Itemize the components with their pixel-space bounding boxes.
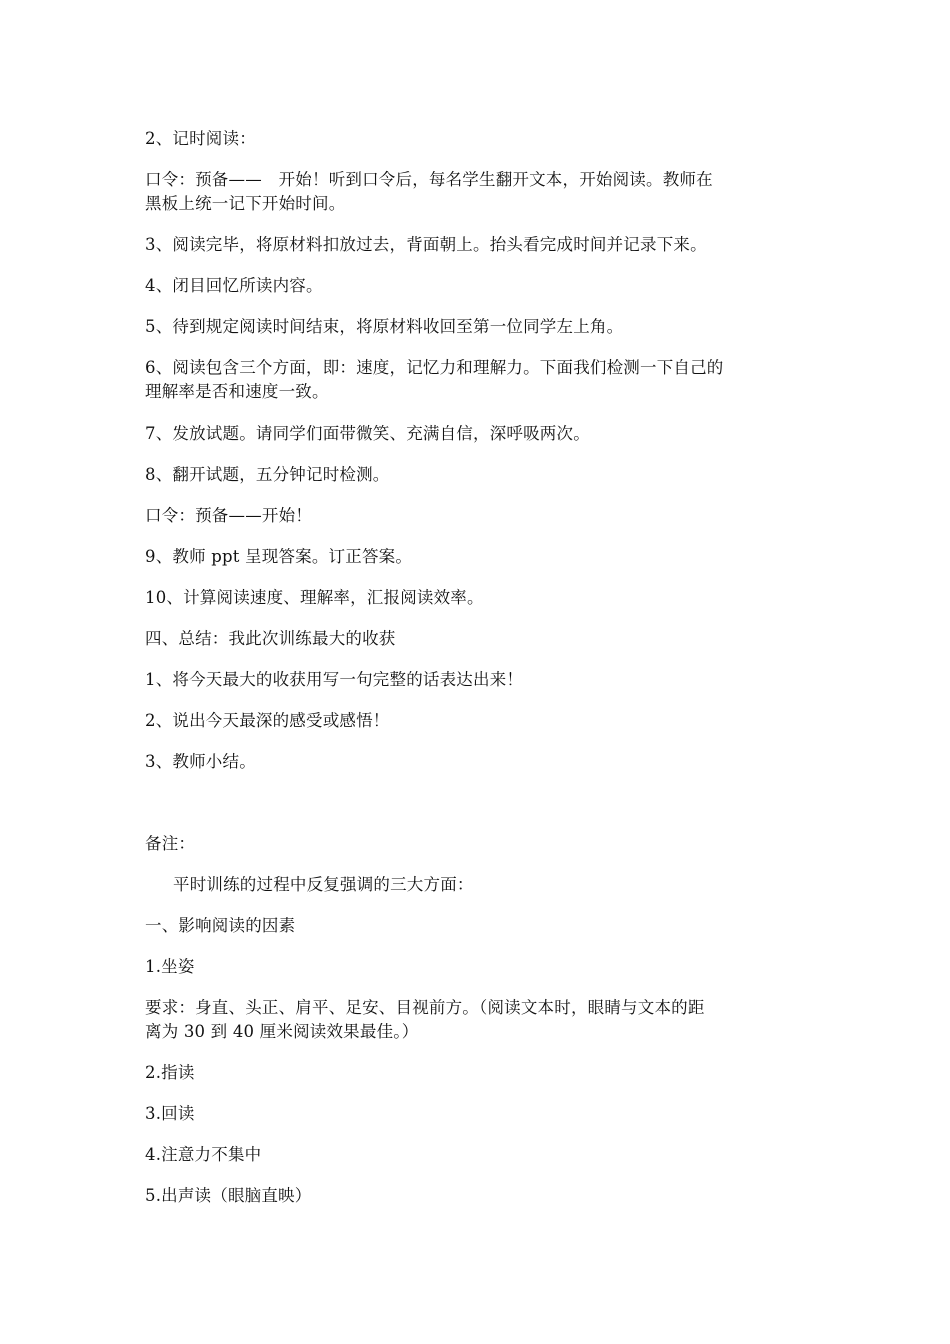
factor-2-finger-reading: 2.指读 bbox=[145, 1063, 195, 1082]
posture-requirement-line-1: 要求：身直、头正、肩平、足安、目视前方。（阅读文本时，眼睛与文本的距 bbox=[145, 998, 705, 1017]
step-6-line-2: 理解率是否和速度一致。 bbox=[145, 382, 329, 401]
summary-item-2: 2、说出今天最深的感受或感悟！ bbox=[145, 711, 390, 730]
command-start: 口令：预备——开始！ bbox=[145, 506, 312, 525]
notes-intro: 平时训练的过程中反复强调的三大方面： bbox=[173, 875, 474, 894]
section-1-heading: 一、影响阅读的因素 bbox=[145, 916, 296, 935]
step-8-timed-test: 8、翻开试题，五分钟记时检测。 bbox=[145, 465, 390, 484]
step-10-calculate: 10、计算阅读速度、理解率，汇报阅读效率。 bbox=[145, 588, 484, 607]
factor-1-posture: 1.坐姿 bbox=[145, 957, 195, 976]
command-paragraph-line-2: 黑板上统一记下开始时间。 bbox=[145, 194, 346, 213]
step-9-show-answers: 9、教师 ppt 呈现答案。订正答案。 bbox=[145, 547, 413, 566]
factor-5-vocalizing: 5.出声读（眼脑直映） bbox=[145, 1186, 312, 1205]
summary-item-1: 1、将今天最大的收获用写一句完整的话表达出来！ bbox=[145, 670, 524, 689]
factor-3-re-reading: 3.回读 bbox=[145, 1104, 195, 1123]
notes-heading: 备注： bbox=[145, 834, 196, 853]
step-7-distribute-test: 7、发放试题。请同学们面带微笑、充满自信，深呼吸两次。 bbox=[145, 424, 590, 443]
step-2-timed-reading: 2、记时阅读： bbox=[145, 129, 256, 148]
factor-4-inattention: 4.注意力不集中 bbox=[145, 1145, 262, 1164]
step-3-reading-finished: 3、阅读完毕，将原材料扣放过去，背面朝上。抬头看完成时间并记录下来。 bbox=[145, 235, 707, 254]
step-6-line-1: 6、阅读包含三个方面，即：速度，记忆力和理解力。下面我们检测一下自己的 bbox=[145, 358, 724, 377]
posture-requirement-line-2: 离为 30 到 40 厘米阅读效果最佳。） bbox=[145, 1022, 419, 1041]
step-4-recall: 4、闭目回忆所读内容。 bbox=[145, 276, 323, 295]
section-4-summary-heading: 四、总结：我此次训练最大的收获 bbox=[145, 629, 396, 648]
command-paragraph-line-1: 口令：预备—— 开始！听到口令后，每名学生翻开文本，开始阅读。教师在 bbox=[145, 170, 713, 189]
step-5-collect-materials: 5、待到规定阅读时间结束，将原材料收回至第一位同学左上角。 bbox=[145, 317, 624, 336]
summary-item-3: 3、教师小结。 bbox=[145, 752, 256, 771]
